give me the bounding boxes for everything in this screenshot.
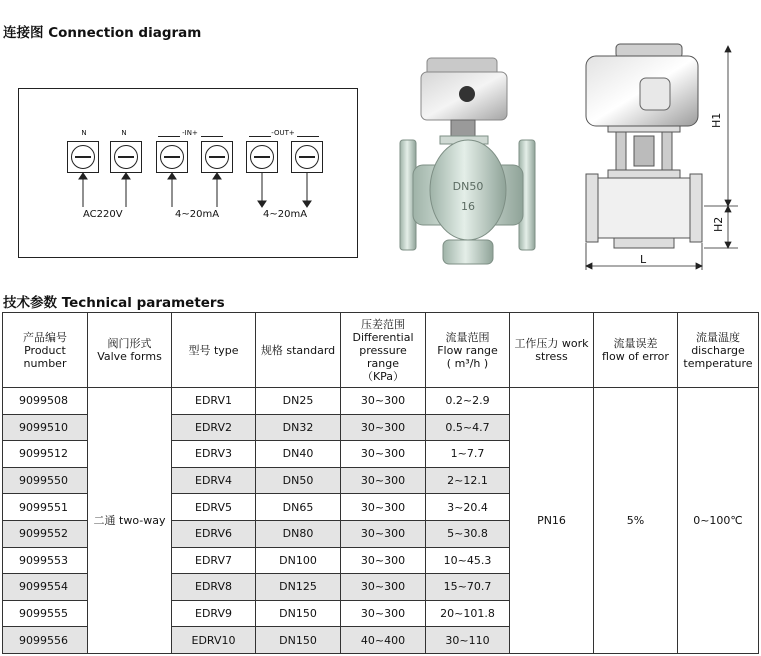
cell-flow: 1~7.7 (426, 441, 510, 468)
cell-pressure: 30~300 (341, 600, 426, 627)
header-line: number (23, 356, 67, 370)
technical-parameters-table (2, 312, 759, 654)
cell-product-number: 9099508 (3, 388, 88, 415)
cell-standard: DN40 (256, 441, 341, 468)
cell-pressure: 30~300 (341, 574, 426, 601)
cell-type: EDRV2 (172, 414, 256, 441)
cell-standard: DN150 (256, 600, 341, 627)
connection-diagram (18, 88, 358, 258)
cell-temperature: 0~100℃ (678, 388, 759, 654)
cell-pressure: 30~300 (341, 547, 426, 574)
header-line: 压差范围 (361, 317, 405, 331)
cell-type: EDRV4 (172, 467, 256, 494)
cell-flow: 5~30.8 (426, 520, 510, 547)
terminal-label-n2: N (121, 129, 127, 137)
dim-label-h2: H2 (712, 216, 725, 232)
header-line: 型号 type (188, 343, 239, 357)
terminal-label-in: -IN+ (182, 129, 198, 137)
cell-product-number: 9099556 (3, 627, 88, 654)
signal-arrows (19, 89, 359, 259)
header-flow-error (594, 313, 678, 388)
header-line: 工作压力 work (514, 337, 589, 350)
header-line: （KPa） (361, 369, 405, 383)
cell-flow: 20~101.8 (426, 600, 510, 627)
dim-label-l: L (640, 253, 647, 266)
header-line: stress (535, 350, 568, 363)
header-product-number (3, 313, 88, 388)
cell-type: EDRV3 (172, 441, 256, 468)
header-line: 流量温度 (696, 330, 740, 344)
cell-product-number: 9099553 (3, 547, 88, 574)
valve-dimension-drawing (578, 38, 758, 273)
cell-product-number: 9099554 (3, 574, 88, 601)
cell-standard: DN32 (256, 414, 341, 441)
header-line: range (367, 356, 399, 370)
cell-flow: 15~70.7 (426, 574, 510, 601)
header-line: pressure (359, 343, 407, 357)
cell-type: EDRV5 (172, 494, 256, 521)
header-line: ( m³/h ) (446, 356, 489, 370)
cell-flow: 30~110 (426, 627, 510, 654)
cell-standard: DN25 (256, 388, 341, 415)
cell-product-number: 9099510 (3, 414, 88, 441)
cell-flow: 2~12.1 (426, 467, 510, 494)
cell-pressure: 30~300 (341, 388, 426, 415)
header-line: 产品编号 (23, 330, 67, 344)
technical-parameters-heading: 技术参数 Technical parameters (3, 295, 225, 311)
header-type (172, 313, 256, 388)
dim-label-h1: H1 (710, 112, 723, 128)
header-line: Valve forms (97, 350, 162, 363)
cell-type: EDRV9 (172, 600, 256, 627)
header-line: Product (24, 343, 66, 357)
cell-pressure: 30~300 (341, 414, 426, 441)
header-line: discharge (691, 343, 745, 357)
cell-standard: DN80 (256, 520, 341, 547)
cell-product-number: 9099551 (3, 494, 88, 521)
terminal-label-n1: N (81, 129, 87, 137)
cell-pressure: 30~300 (341, 441, 426, 468)
header-line: temperature (683, 356, 753, 370)
cell-flow: 0.5~4.7 (426, 414, 510, 441)
cell-flow: 0.2~2.9 (426, 388, 510, 415)
cell-flow: 3~20.4 (426, 494, 510, 521)
terminal-label-out: -OUT+ (271, 129, 295, 137)
valve-marking-pressure: 16 (461, 200, 475, 213)
cell-standard: DN100 (256, 547, 341, 574)
header-flow-range (426, 313, 510, 388)
cell-work-stress: PN16 (510, 388, 594, 654)
cell-pressure: 40~400 (341, 627, 426, 654)
cell-standard: DN125 (256, 574, 341, 601)
header-line: Differential (352, 330, 414, 344)
cell-product-number: 9099512 (3, 441, 88, 468)
header-line: 流量误差 (613, 337, 658, 350)
header-standard (256, 313, 341, 388)
header-temperature (678, 313, 759, 388)
header-valve-forms (88, 313, 172, 388)
valve-photo (385, 50, 550, 275)
cell-product-number: 9099550 (3, 467, 88, 494)
cell-valve-form: 二通 two-way (88, 388, 172, 654)
cell-flow: 10~45.3 (426, 547, 510, 574)
header-line: Flow range (437, 343, 498, 357)
cell-standard: DN150 (256, 627, 341, 654)
cell-pressure: 30~300 (341, 467, 426, 494)
cell-standard: DN50 (256, 467, 341, 494)
connection-diagram-heading: 连接图 Connection diagram (3, 25, 202, 41)
cell-pressure: 30~300 (341, 520, 426, 547)
header-line: 流量范围 (445, 330, 490, 344)
cell-flow-error: 5% (594, 388, 678, 654)
header-line: 阀门形式 (107, 337, 152, 350)
cell-type: EDRV6 (172, 520, 256, 547)
cell-type: EDRV10 (172, 627, 256, 654)
header-work-stress (510, 313, 594, 388)
cell-type: EDRV1 (172, 388, 256, 415)
header-line: 规格 standard (260, 343, 336, 357)
cell-standard: DN65 (256, 494, 341, 521)
table-header-row (3, 313, 759, 388)
header-line: flow of error (602, 350, 669, 363)
valve-marking-size: DN50 (452, 180, 484, 193)
cell-type: EDRV8 (172, 574, 256, 601)
signal-label-output: 4~20mA (263, 209, 308, 220)
table-row (3, 388, 759, 415)
cell-product-number: 9099555 (3, 600, 88, 627)
signal-label-ac220v: AC220V (83, 209, 123, 220)
signal-label-input: 4~20mA (175, 209, 220, 220)
header-differential-pressure (341, 313, 426, 388)
cell-type: EDRV7 (172, 547, 256, 574)
cell-pressure: 30~300 (341, 494, 426, 521)
cell-product-number: 9099552 (3, 520, 88, 547)
